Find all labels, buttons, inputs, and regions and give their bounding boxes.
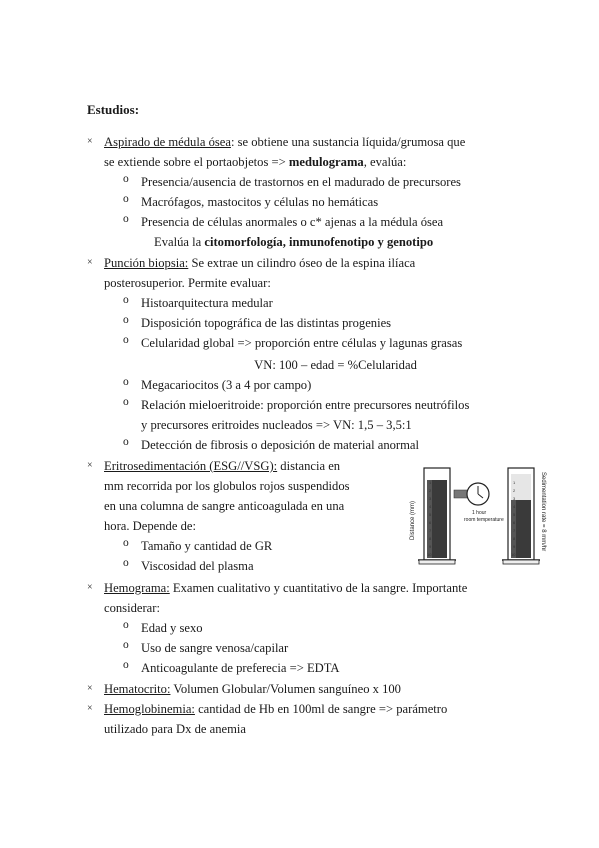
svg-text:3: 3	[513, 496, 516, 501]
bullet-marker: ×	[87, 703, 93, 714]
svg-text:6: 6	[513, 520, 516, 525]
clock-label-hour: 1 hour	[472, 510, 487, 516]
sedimentation-rate-label: Sedimentation rate = 8 mm/hr	[540, 472, 546, 552]
biopsia-item: Detección de fibrosis o deposición de material anormal	[141, 438, 420, 452]
medula-term: Aspirado de médula ósea	[104, 135, 231, 149]
biopsia-line-2: posterosuperior. Permite evaluar:	[104, 276, 271, 290]
medula-item: Presencia de células anormales o c* ajenas a la médula ósea	[141, 215, 444, 229]
svg-text:8: 8	[429, 536, 432, 541]
sub-bullet: o	[123, 557, 129, 569]
sub-bullet: o	[123, 436, 129, 448]
sub-bullet: o	[123, 334, 129, 346]
esg-term: Eritrosedimentación (ESG//VSG):	[104, 459, 278, 473]
esg-line-2: mm recorrida por los globulos rojos suspendidos	[104, 479, 350, 493]
svg-text:9: 9	[429, 544, 432, 549]
medula-item: Macrófagos, mastocitos y células no hemáticas	[141, 195, 379, 209]
hemoglobinemia-term: Hemoglobinemia:	[104, 702, 195, 716]
sub-bullet: o	[123, 376, 129, 388]
svg-text:2: 2	[513, 488, 516, 493]
esg-item: Viscosidad del plasma	[141, 559, 254, 573]
bullet-marker: ×	[87, 257, 93, 268]
hematocrito-line: Hematocrito: Volumen Globular/Volumen sanguíneo x 100	[104, 682, 401, 696]
medula-note: Evalúa la citomorfología, inmunofenotipo y genotipo	[154, 235, 434, 249]
svg-text:5: 5	[429, 512, 432, 517]
svg-text:10: 10	[511, 552, 516, 557]
hemoglobinemia-line-2: utilizado para Dx de anemia	[104, 722, 246, 736]
esg-line-1: Eritrosedimentación (ESG//VSG): distancia en	[104, 459, 341, 473]
sub-bullet: o	[123, 173, 129, 185]
biopsia-item: Celularidad global => proporción entre células y lagunas grasas	[141, 336, 463, 350]
biopsia-item: Relación mieloeritroide: proporción entre precursores neutrófilos	[141, 398, 470, 412]
esg-line-4: hora. Depende de:	[104, 519, 196, 533]
svg-text:6: 6	[429, 520, 432, 525]
svg-text:2: 2	[429, 488, 432, 493]
bullet-marker: ×	[87, 683, 93, 694]
esg-item: Tamaño y cantidad de GR	[141, 539, 273, 553]
svg-text:1: 1	[513, 480, 516, 485]
timer-clock	[454, 483, 504, 523]
hemograma-term: Hemograma:	[104, 581, 170, 595]
sub-bullet: o	[123, 396, 129, 408]
right-tube	[502, 468, 546, 564]
clock-label-temp: room temperature	[464, 517, 504, 523]
biopsia-item: Histoarquitectura medular	[141, 296, 273, 310]
hemograma-item: Anticoagulante de preferecia => EDTA	[141, 661, 340, 675]
hemograma-item: Uso de sangre venosa/capilar	[141, 641, 289, 655]
medula-line-2: se extiende sobre el portaobjetos => medulograma, evalúa:	[104, 155, 407, 169]
medula-line-1: Aspirado de médula ósea: se obtiene una sustancia líquida/grumosa que	[104, 135, 466, 149]
sub-bullet: o	[123, 619, 129, 631]
sub-bullet: o	[123, 537, 129, 549]
hemograma-item: Edad y sexo	[141, 621, 203, 635]
svg-text:4: 4	[429, 504, 432, 509]
svg-text:7: 7	[513, 528, 516, 533]
celularidad-formula: VN: 100 – edad = %Celularidad	[254, 358, 417, 372]
sub-bullet: o	[123, 314, 129, 326]
biopsia-line-1: Punción biopsia: Se extrae un cilindro óseo de la espina ilíaca	[104, 256, 416, 270]
svg-text:3: 3	[429, 496, 432, 501]
sub-bullet: o	[123, 639, 129, 651]
svg-text:10: 10	[427, 552, 432, 557]
svg-text:5: 5	[513, 512, 516, 517]
medulograma-term: medulograma	[288, 155, 364, 169]
svg-text:7: 7	[429, 528, 432, 533]
esg-line-3: en una columna de sangre anticoagulada en una	[104, 499, 345, 513]
biopsia-item: Disposición topográfica de las distintas progenies	[141, 316, 392, 330]
bullet-marker: ×	[87, 460, 93, 471]
hemograma-line-2: considerar:	[104, 601, 160, 615]
left-tube	[410, 468, 456, 564]
bullet-marker: ×	[87, 582, 93, 593]
svg-text:4: 4	[513, 504, 516, 509]
sub-bullet: o	[123, 659, 129, 671]
sub-bullet: o	[123, 294, 129, 306]
sub-bullet: o	[123, 213, 129, 225]
distance-axis-label: Distance (mm)	[410, 500, 416, 540]
hemograma-line-1: Hemograma: Examen cualitativo y cuantitativo de la sangre. Importante	[104, 581, 468, 595]
medula-item: Presencia/ausencia de trastornos en el madurado de precursores	[141, 175, 461, 189]
page-heading: Estudios:	[87, 102, 140, 117]
sub-bullet: o	[123, 193, 129, 205]
svg-text:9: 9	[513, 544, 516, 549]
biopsia-item-continuation: y precursores eritroides nucleados => VN: 1,5 – 3,5:1	[141, 418, 412, 432]
biopsia-term: Punción biopsia:	[104, 256, 189, 270]
hematocrito-term: Hematocrito:	[104, 682, 171, 696]
svg-text:8: 8	[513, 536, 516, 541]
esr-tubes-figure	[402, 462, 566, 570]
svg-text:1: 1	[429, 480, 432, 485]
biopsia-item: Megacariocitos (3 a 4 por campo)	[141, 378, 312, 392]
hemoglobinemia-line-1: Hemoglobinemia: cantidad de Hb en 100ml de sangre => parámetro	[104, 702, 448, 716]
bullet-marker: ×	[87, 136, 93, 147]
